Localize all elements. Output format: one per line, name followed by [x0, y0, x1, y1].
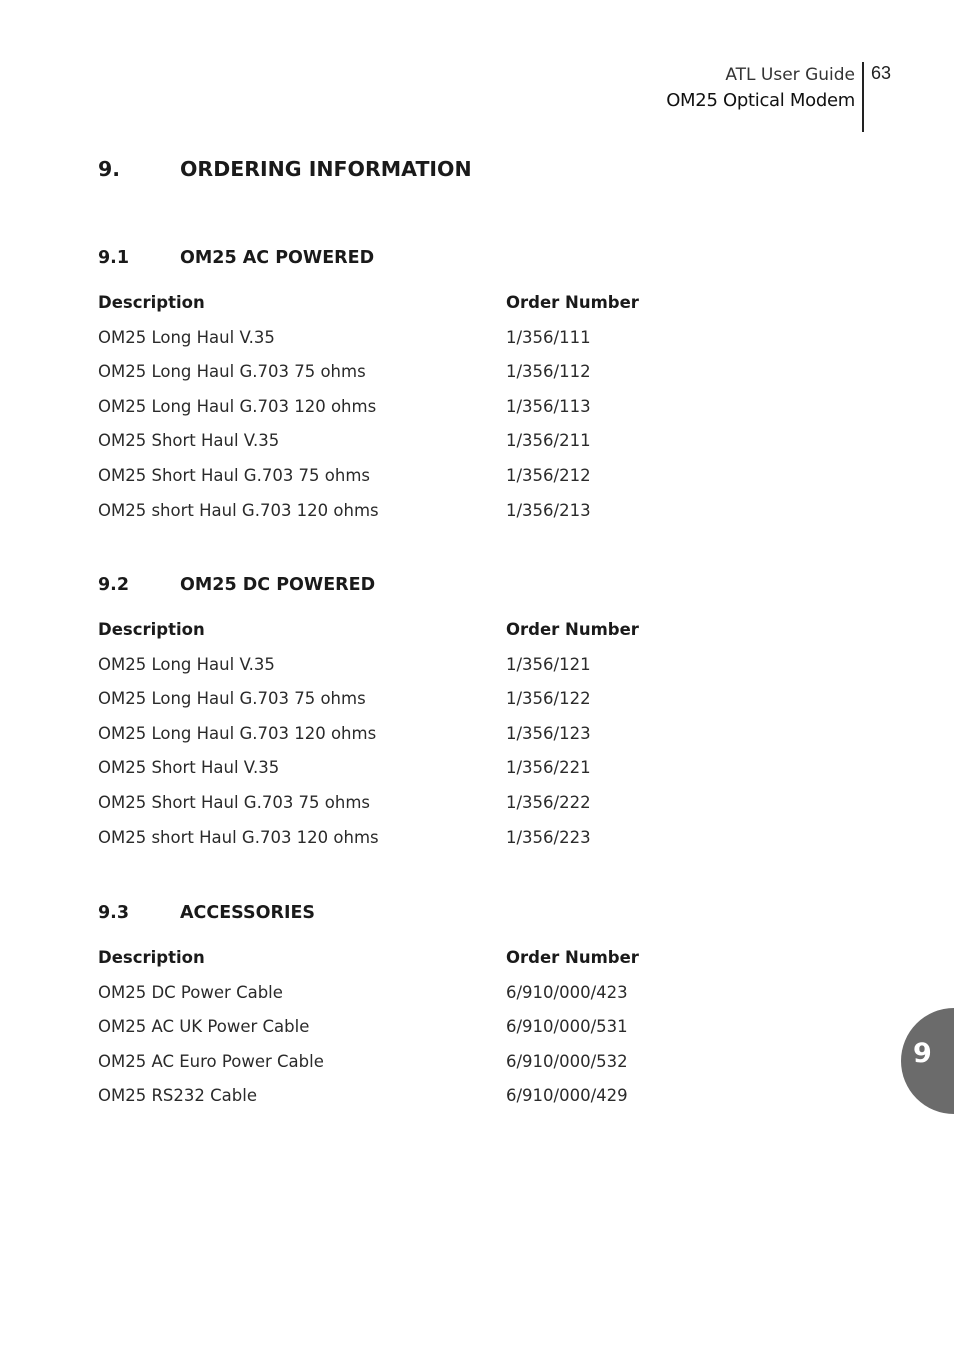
item-description: OM25 Short Haul V.35	[98, 431, 280, 451]
table-row	[98, 821, 798, 856]
table-header	[98, 286, 798, 321]
table-row	[98, 751, 798, 786]
section-title: OM25 AC POWERED	[180, 248, 375, 268]
table-row	[98, 1079, 798, 1114]
item-description: OM25 Long Haul V.35	[98, 327, 275, 347]
table-row	[98, 459, 798, 494]
item-order-number: 1/356/222	[506, 792, 591, 812]
item-description: OM25 Short Haul G.703 75 ohms	[98, 465, 371, 485]
table-row	[98, 648, 798, 683]
item-order-number: 6/910/000/429	[506, 1086, 628, 1106]
item-order-number: 1/356/112	[506, 362, 591, 382]
section-ac-powered	[98, 243, 798, 528]
item-order-number: 1/356/221	[506, 758, 591, 778]
item-order-number: 6/910/000/423	[506, 982, 628, 1002]
item-order-number: 1/356/122	[506, 689, 591, 709]
item-order-number: 1/356/213	[506, 500, 591, 520]
section-title: ACCESSORIES	[180, 903, 316, 923]
chapter-heading	[98, 157, 472, 181]
col-description: Description	[98, 620, 205, 639]
item-order-number: 1/356/123	[506, 723, 591, 743]
col-description: Description	[98, 293, 205, 312]
section-dc-powered	[98, 570, 798, 855]
item-description: OM25 Long Haul V.35	[98, 654, 275, 674]
table-header	[98, 941, 798, 976]
table-row	[98, 1045, 798, 1080]
col-description: Description	[98, 948, 205, 967]
col-order-number: Order Number	[506, 620, 639, 639]
chapter-title: ORDERING INFORMATION	[180, 157, 472, 181]
table-row	[98, 424, 798, 459]
item-description: OM25 DC Power Cable	[98, 982, 283, 1002]
guide-title: ATL User Guide	[725, 65, 855, 85]
item-order-number: 1/356/111	[506, 327, 591, 347]
table-row	[98, 976, 798, 1011]
page-number: 63	[871, 63, 892, 83]
table-row	[98, 682, 798, 717]
product-title: OM25 Optical Modem	[666, 90, 855, 111]
col-order-number: Order Number	[506, 293, 639, 312]
section-number: 9.3	[98, 903, 130, 923]
item-order-number: 1/356/223	[506, 827, 591, 847]
item-description: OM25 Short Haul V.35	[98, 758, 280, 778]
item-description: OM25 RS232 Cable	[98, 1086, 257, 1106]
chapter-tab	[901, 1008, 954, 1114]
item-description: OM25 Long Haul G.703 120 ohms	[98, 723, 377, 743]
section-number: 9.1	[98, 248, 130, 268]
section-accessories	[98, 898, 798, 1114]
table-row	[98, 390, 798, 425]
section-title: OM25 DC POWERED	[180, 575, 376, 595]
item-description: OM25 AC UK Power Cable	[98, 1017, 310, 1037]
section-heading	[98, 898, 798, 928]
item-description: OM25 AC Euro Power Cable	[98, 1051, 324, 1071]
chapter-tab-label: 9	[913, 1038, 932, 1069]
table-row	[98, 717, 798, 752]
item-order-number: 6/910/000/532	[506, 1051, 628, 1071]
item-description: OM25 Long Haul G.703 75 ohms	[98, 362, 366, 382]
section-heading	[98, 570, 798, 600]
col-order-number: Order Number	[506, 948, 639, 967]
item-order-number: 1/356/211	[506, 431, 591, 451]
item-description: OM25 short Haul G.703 120 ohms	[98, 827, 379, 847]
section-number: 9.2	[98, 575, 130, 595]
table-header	[98, 613, 798, 648]
item-description: OM25 Long Haul G.703 75 ohms	[98, 689, 366, 709]
table-row	[98, 1010, 798, 1045]
chapter-number: 9.	[98, 157, 121, 181]
running-header	[666, 62, 855, 114]
table-row	[98, 786, 798, 821]
table-row	[98, 321, 798, 356]
table-row	[98, 355, 798, 390]
item-order-number: 6/910/000/531	[506, 1017, 628, 1037]
item-description: OM25 Long Haul G.703 120 ohms	[98, 396, 377, 416]
item-description: OM25 short Haul G.703 120 ohms	[98, 500, 379, 520]
section-heading	[98, 243, 798, 273]
item-order-number: 1/356/113	[506, 396, 591, 416]
item-description: OM25 Short Haul G.703 75 ohms	[98, 792, 371, 812]
header-divider	[862, 62, 864, 132]
item-order-number: 1/356/212	[506, 465, 591, 485]
table-row	[98, 494, 798, 529]
item-order-number: 1/356/121	[506, 654, 591, 674]
